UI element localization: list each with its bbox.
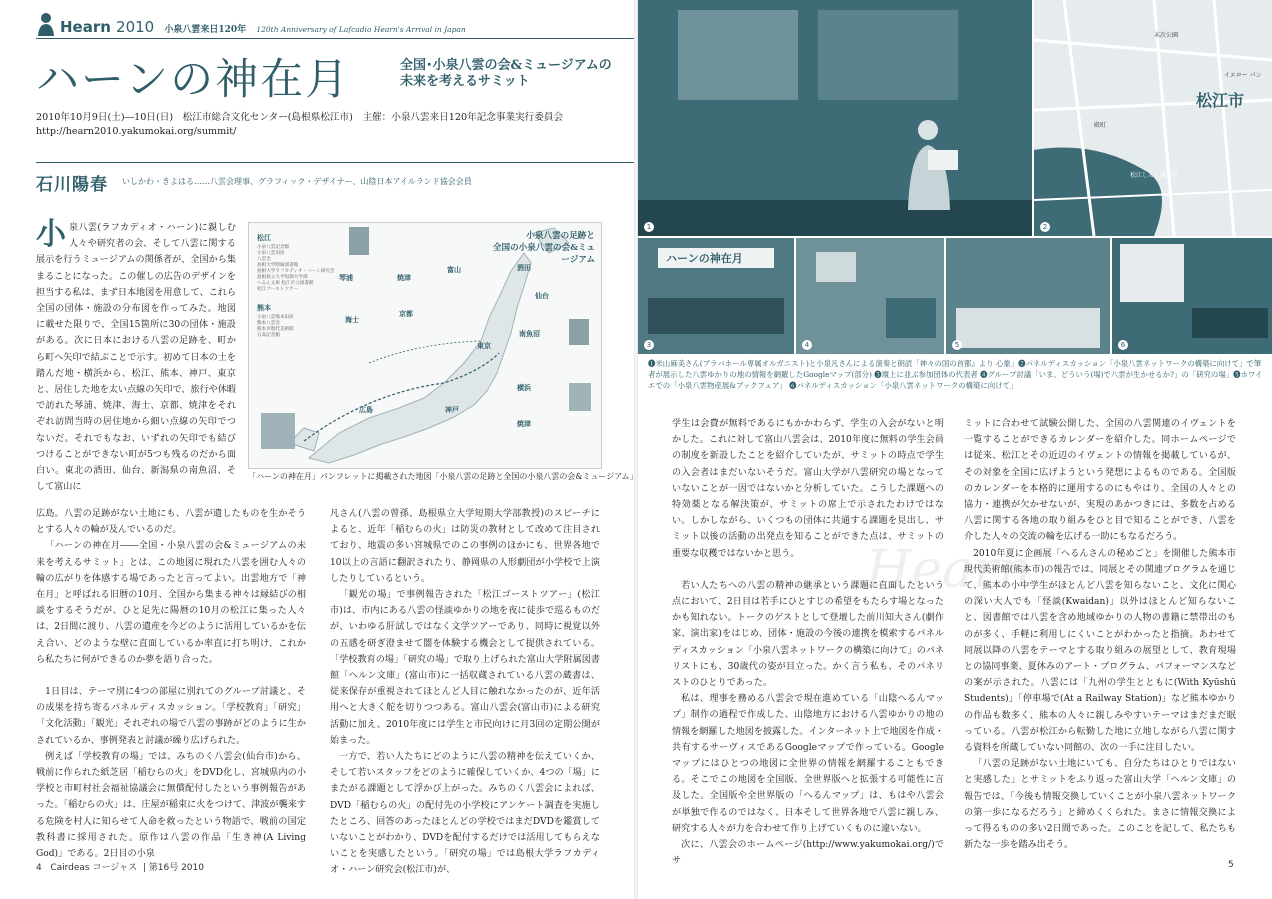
paragraph-4: 例えば「学校教育の場」では、みちのく八雲会(仙台市)から、戦前に作られた紙芝居「稲むらの火」をDVD化し、宮城県内の小学校と市町村社会福祉協議会に無償配付したという事例報告があった。「稲むらの火」は、庄屋が稲束に火をつけて、津波が襲来する危険を村人に知らせて人命を救ったという物語で、戦前の国定教科書に採用された。原作は八雲の作品「生き神(A Living God)」である。2日目の小泉 [36,751,306,860]
map-street-label-1: イエロー パン [1224,72,1262,79]
event-details: 2010年10月9日(土)―10日(日) 松江市総合文化センター(島根県松江市) 主催：小泉八雲来日120年記念事業実行委員会 [36,112,564,123]
photo-number-1: 1 [644,222,654,232]
map-label-ama: 海士 [345,315,359,324]
paragraph-1-end: 広島。八雲の足跡がない土地にも、八雲が遺したものを生かそうとする人々の輪が及んでいるのだ。 [36,509,306,536]
body-col-1 [36,217,236,508]
paragraph-7: 一方で、若い人たちにどのように八雲の精神を伝えていくか、そして若いスタッフをどのように確保していくか、4つの「場」にまたがる課題として浮かび上がった。みちのく八雲会によれば、DVD「稲むらの火」の配付先の小学校にアンケート調査を実施したところ、回答のあったほとんどの学校ではまだDVDを鑑賞していないことがわかり、DVDを配付するだけでは活用してもらえないことを実感したという。「研究の場」では島根大学ラフカディオ・ハーン研究会(松江市)が、 [330,752,600,876]
map-label-kyoto: 京都 [399,309,413,318]
body-col-2 [36,506,306,860]
photo-number-6: 6 [1118,340,1128,350]
map-label-sakata: 酒田 [517,263,531,272]
magazine-name: Cairdeas コージャス [50,863,138,873]
stage-banner-text: ハーンの神在月 [666,252,743,265]
article-subtitle [400,58,630,90]
brand-year: 2010 [116,18,155,36]
paragraph-8: 学生は会費が無料であるにもかかわらず、学生の入会がないと明かした。これに対して富山八雲会は、2010年度に無料の学生会員の制度を新設したことを紹介していたが、サミットの時点で学生の入会者はまだいないそうだ。富山大学が八雲研究の場となっていないことが一因ではないかと分析していた。こうした課題への特効薬となる解決策が、サミットの席上で示されたわけではない。しかしながら、いくつもの団体に共通する課題を見出し、サミット以後の活動の出発点を知ることができた点は、サミットの重要な収穫ではないかと思う。 [672,419,944,559]
photo-number-2: 2 [1040,222,1050,232]
photo-6 [1112,238,1272,354]
map-caption: 「ハーンの神在月」パンフレットに掲載された地図「小泉八雲の足跡と全国の小泉八雲の会&ミュージアム」 [248,472,638,481]
organ-performance-icon [638,0,1032,236]
photo-4 [796,238,944,354]
paragraph-13: 2010年夏に企画展「へるんさんの秘めごと」を開催した熊本市現代美術館(熊本市)の報告では、同展とその関連プログラムを通じて、熊本の小中学生がほとんど八雲を知らないこと、文化に関心の深い大人でも「怪談(Kwaidan)」以外はほとんど知らないこと、図書館では八雲を含め地域ゆかりの人物の書籍に禁帯出のものが多く、手軽に利用しにくいことがわかったと指摘。あわせて同展以降の八雲をテーマとする取り組みの展望として、教育現場との協同事業、夏休みのアート・プログラム、パフォーマンスなどの案が示された。八雲には「九州の学生とともに(With Kyūshū Students)」「停車場で(At a Railway Station)」など熊本ゆかりの作品も数多く、熊本の人々に親しみやすいテーマはまだまだ眠っている。八雲が松江から転勤した地に立地しながら八雲に関する資料を所蔵していない同館の、次の一手に注目したい。 [964,548,1236,754]
drop-cap: 小 [36,217,66,252]
body-col-3 [330,506,600,876]
discussion-room-icon [796,238,944,354]
photo-1 [638,0,1032,236]
page-number-left: 4 [36,863,42,873]
paragraph-10: 私は、理事を務める八雲会で現在進めている「山陰へるんマップ」制作の過程で作成した、山陰地方における八雲ゆかりの地の情報を網羅した地図を披露した。インターネット上で地図を作成・共有するサーヴィスであるGoogleマップで作っている。Googleマップにはひとつの地図に全世界の情報を網羅することもできる。そこでこの地図を全国版、全世界版へと拡張する可能性に言及した。全国版や全世界版の「へるんマップ」は、もはや八雲会が単独で作るのではなく、日本そして世界各地で八雲に親しみ、研究する人々が力を合わせて作り上げていくものに違いない。 [672,694,944,834]
header-en-title: 120th Anniversary of Lafcadio Hearn's Arrival in Japan [256,25,466,34]
map-label-matsue: 松江 [257,233,271,242]
portrait-photo-2 [569,319,589,345]
paragraph-6: 「観光の場」で事例報告された「松江ゴーストツアー」(松江市)は、市内にある八雲の怪談ゆかりの地を夜に徒歩で巡るものだが、いわゆる肝試しではなく文学ツアーであり、同時に視覚以外の五感を研ぎ澄ませて闇を体験する機会として提供されている。「学校教育の場」「研究の場」で取り上げられた富山大学附属図書館「ヘルン文庫」(富山市)に一括収蔵されている八雲の蔵書は、従来保存が重視されてほとんど人目に触れなかったのが、近年活用へと大きく舵を切りつつある。富山八雲会(富山市)による研究活動に加え、2010年度には学生と市民向けに月3回の定期公開が始まった。 [330,590,600,746]
map-title [485,229,595,265]
map-street-label-4: 殿町 [1094,122,1107,129]
header-rule [36,38,634,39]
author-name: 石川陽春 [36,175,108,195]
issue-number: 第16号 2010 [148,863,204,873]
book-fair-icon [946,238,1110,354]
footer-left: 4 Cairdeas コージャス | 第16号 2010 [36,863,204,873]
map-label-yaizu-2: 焼津 [517,419,531,428]
paragraph-14: 「八雲の足跡がない土地にいても、自分たちはひとりではないと実感した」とサミットをふり返った富山大学「ヘルン文庫」の報告では、「今後も情報交換していくことが小泉八雲ネットワークの第一歩になるだろう」と締めくくられた。まさに情報交換によって得るものの多い2日間であった。このことを記して、私たちも新たな一歩を踏み出そう。 [964,759,1236,851]
photo-number-4: 4 [802,340,812,350]
photo-5 [946,238,1110,354]
map-title-line-1: 小泉八雲の足跡と [526,231,595,241]
header-jp-title: 小泉八雲来日120年 [164,25,247,35]
event-meta [36,111,626,139]
photo-caption: ❶米山麻美さん(ブラバホール専属オルガニスト)と小泉凡さんによる演奏と朗読「神々の国の首都』より 心象」❷パネルディスカッション「小泉八雲ネットワークの構築に向けて」で筆者が展示した八雲ゆかりの地の情報を網羅したGoogleマップ(部分) ❸壇上に並ぶ参加団体の代表者 ❹グループ討議「いま、どういう(場)で八雲が生かせるか?」の「研究の場」❺ホワイエでの「小泉八雲物産展&ブックフェア」 ❻パネルディスカッション「小泉八雲ネットワークの構築に向けて」 [648,359,1263,390]
map-label-hiroshima: 広島 [359,405,373,414]
hearn-map-figure [248,222,602,469]
page-number-right: 5 [1228,860,1234,870]
body-col-5 [964,416,1236,852]
map-street-label-2: 末次公園 [1154,32,1179,39]
portrait-photo-1 [349,227,369,255]
body-col-4 [672,416,944,867]
event-url: http://hearn2010.yakumokai.org/summit/ [36,126,237,137]
subtitle-line-1: 全国･小泉八雲の会&ミュージアムの [400,58,612,73]
photo-number-5: 5 [952,340,962,350]
subtitle-line-2: 未来を考えるサミット [400,74,530,89]
paragraph-2: 「ハーンの神在月――全国・小泉八雲の会&ミュージアムの未来を考えるサミット」とは、この地図に現れた八雲を囲む人々の輪の広がりを体感する場であったと言ってよい。出雲地方で「神在月」と呼ばれる旧暦の10月、全国から集まる神々は縁結びの相談をするそうだが、ひと足先に陽暦の10月の松江に集った人々は、2日間に渡り、八雲の遺産を今どのように活用しているかを伝え合い、どのような壁に直面しているか率直に打ち明け、これから私たちに何ができるのか夢を語り合った。 [36,541,306,665]
author-rule [36,162,634,163]
paragraph-12: ミットに合わせて試験公開した、全国の八雲関連のイヴェントを一覧することができるカレンダーを紹介した。同ホームページでは従来、松江とその近辺のイヴェントの情報を掲載しているが、その対象を全国に広げようという発想によるものである。全国版のカレンダーを本格的に運用するのにもやはり、全国の人々との協力・連携が欠かせないが、実現のあかつきには、多数を占める八雲に関する各地の取り組みをひと目で知ることができ、八雲を介した人々の交流の輪を広げる一助にもなるだろう。 [964,419,1236,543]
map-label-toyama: 富山 [447,265,461,274]
map-label-kotoura: 琴浦 [339,273,353,282]
map-label-yaizu: 焼津 [397,273,411,282]
map-title-line-2: 全国の小泉八雲の会&ミュージアム [492,243,595,265]
map-list-matsue: 小泉八雲記念館 小泉八雲旧居 八雲会 島根大学附属図書館 島根大学ラフカディオ・ハーン研究会 島根県立大学短期大学部 へるん文庫 松江市立図書館 松江ゴーストツアー [257,245,335,292]
running-header [60,17,466,36]
photo-3 [638,238,794,354]
author-description: いしかわ・きよはる……八雲会理事、グラフィック・デザイナー、山陰日本アイルランド協会会員 [122,177,472,186]
map-label-sendai: 仙台 [535,291,549,300]
map-list-kumamoto: 小泉八雲熊本旧居 熊本八雲会 熊本市現代美術館 五高記念館 [257,315,294,338]
map-label-yokohama: 横浜 [517,383,531,392]
paragraph-1: 泉八雲(ラフカディオ・ハーン)に親しむ人々や研究者の会、そして八雲に関する展示を行うミュージアムの関係者が、全国から集まることになった。この催しの広告のデザインを担当する私は、まず日本地図を用意して、これら全国の団体・施設の分布図を作ってみた。地図に載せた限りで、全国15箇所に30の団体・施設がある。次に日本における八雲の足跡を、町から町へ矢印で結ぶことで示す。初めて日本の土を踏んだ地・横浜から、松江、熊本、神戸、東京と、居住した地を太い点線の矢印で、旅行や休暇で訪れた琴浦、焼津、海士、京都、焼津をそれぞれ訪問当時の居住地から細い点線の矢印でつないだ。それでもなお、いずれの矢印でも結びつけることができない町が5つも残るのだから面白い。東北の酒田、仙台、新潟県の南魚沼、そして富山に [36,223,236,493]
map-street-label-3: 松江しんじ湖温泉 [1130,172,1179,179]
portrait-photo-3 [261,413,295,449]
photo-number-3: 3 [644,340,654,350]
street-map-icon [1034,0,1272,236]
photo-2-google-map [1034,0,1272,236]
panel-discussion-icon [1112,238,1272,354]
map-label-kobe: 神戸 [445,405,459,414]
paragraph-3: 1日目は、テーマ別に4つの部屋に別れてのグループ討議と、その成果を持ち寄るパネルディスカッション。「学校教育」「研究」「文化活動」「観光」それぞれの場で八雲の事跡がどのように生かされているか、事例発表と討議が繰り広げられた。 [36,687,306,746]
watermark-hearn: Hearn [866,540,1032,600]
article-title: ハーンの神在月 [36,55,351,105]
map-label-minamiuonuma: 南魚沼 [519,329,540,338]
hearn-logo-icon [36,12,56,40]
paragraph-5: 凡さん(八雲の曾孫、島根県立大学短期大学部教授)のスピーチによると、近年「稲むらの火」は防災の教材として改めて注目されており、地震の多い宮城県でのこの事例のほかにも、世界各地で10以上の言語に翻訳されたり、静岡県の人形劇団が小学校で上演したりしているという。 [330,509,600,584]
portrait-photo-4 [569,383,591,411]
map-label-tokyo: 東京 [477,341,491,350]
map-label-kumamoto: 熊本 [257,303,271,312]
paragraph-11: 次に、八雲会のホームページ(http://www.yakumokai.org/)でサ [672,840,944,867]
brand-name: Hearn [60,18,111,36]
map-city-label: 松江市 [1196,91,1245,110]
paragraph-9: 若い人たちへの八雲の精神の継承という課題に直面したという点において、2日目は若手にひとすじの希望をもたらす場となったかも知れない。トークのゲストとして登壇した前川知大さん(劇作家、演出家)をはじめ、団体・施設の今後の連携を模索するパネルディスカッション「小泉八雲ネットワークの構築に向けて」のパネリストにも、30歳代の姿が目立った。かく言う私も、そのパネリストのひとりであった。 [672,580,944,689]
